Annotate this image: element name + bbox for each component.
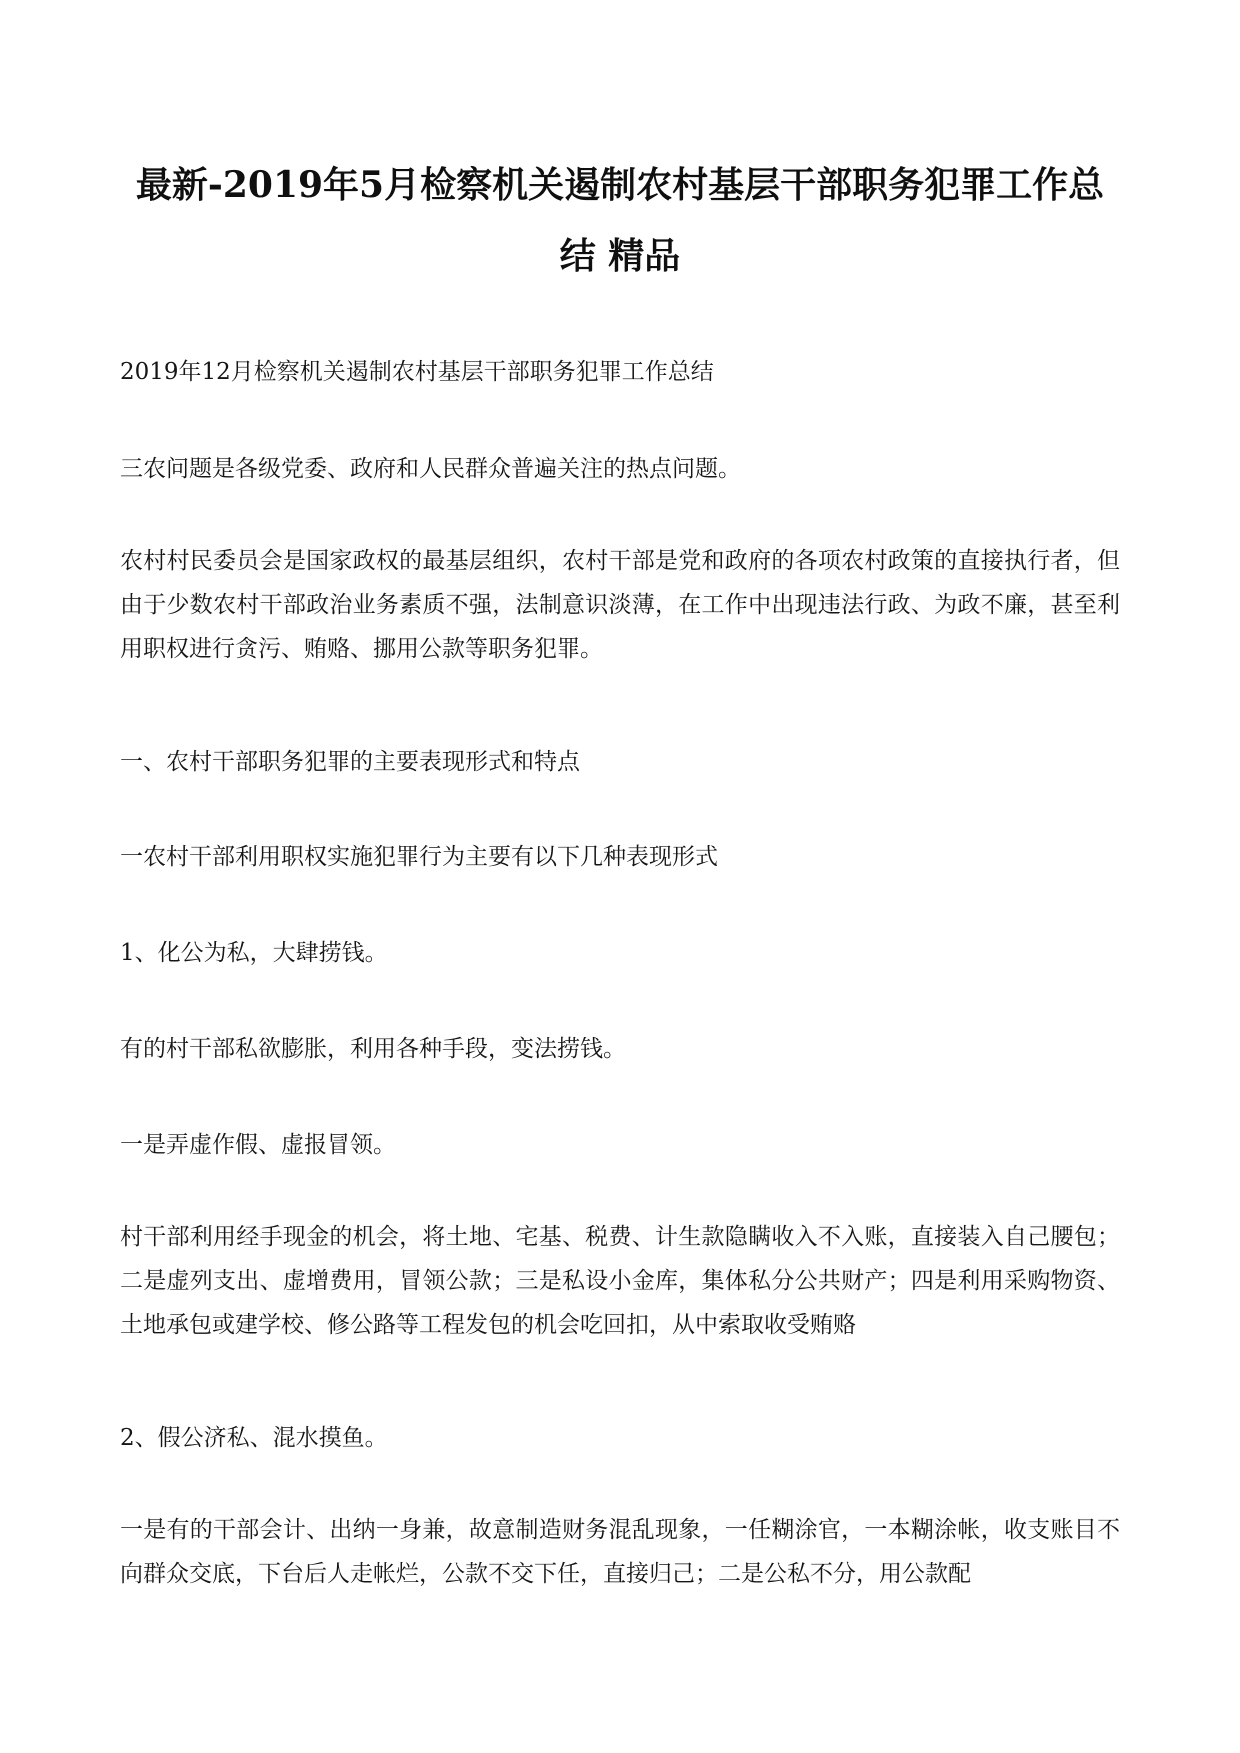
title-line-2: 结 精品 xyxy=(559,235,681,277)
list-item-heading: 1、化公为私，大肆捞钱。 xyxy=(120,940,388,966)
subsection-heading: 一农村干部利用职权实施犯罪行为主要有以下几种表现形式 xyxy=(120,844,718,870)
body-paragraph: 有的村干部私欲膨胀，利用各种手段，变法捞钱。 xyxy=(120,1036,626,1062)
sub-point-paragraph: 一是弄虚作假、虚报冒领。 xyxy=(120,1132,396,1158)
subtitle-paragraph: 2019年12月检察机关遏制农村基层干部职务犯罪工作总结 xyxy=(120,359,714,385)
section-heading: 一、农村干部职务犯罪的主要表现形式和特点 xyxy=(120,749,580,775)
document-title xyxy=(110,150,1130,292)
title-line-1: 最新-2019年5月检察机关遏制农村基层干部职务犯罪工作总 xyxy=(135,164,1105,206)
body-paragraph: 村干部利用经手现金的机会，将土地、宅基、税费、计生款隐瞒收入不入账，直接装入自己腰包；二是虚列支出、虚增费用，冒领公款；三是私设小金库，集体私分公共财产；四是利用采购物资、土地承包或建学校、修公路等工程发包的机会吃回扣，从中索取收受贿赂 xyxy=(120,1224,1120,1338)
intro-paragraph: 三农问题是各级党委、政府和人民群众普遍关注的热点问题。 xyxy=(120,456,741,482)
list-item-heading: 2、假公济私、混水摸鱼。 xyxy=(120,1425,388,1451)
body-paragraph: 一是有的干部会计、出纳一身兼，故意制造财务混乱现象，一任糊涂官，一本糊涂帐，收支账目不向群众交底，下台后人走帐烂，公款不交下任，直接归己；二是公私不分，用公款配 xyxy=(120,1517,1120,1587)
body-paragraph: 农村村民委员会是国家政权的最基层组织，农村干部是党和政府的各项农村政策的直接执行者，但由于少数农村干部政治业务素质不强，法制意识淡薄，在工作中出现违法行政、为政不廉，甚至利用职权进行贪污、贿赂、挪用公款等职务犯罪。 xyxy=(120,548,1120,662)
